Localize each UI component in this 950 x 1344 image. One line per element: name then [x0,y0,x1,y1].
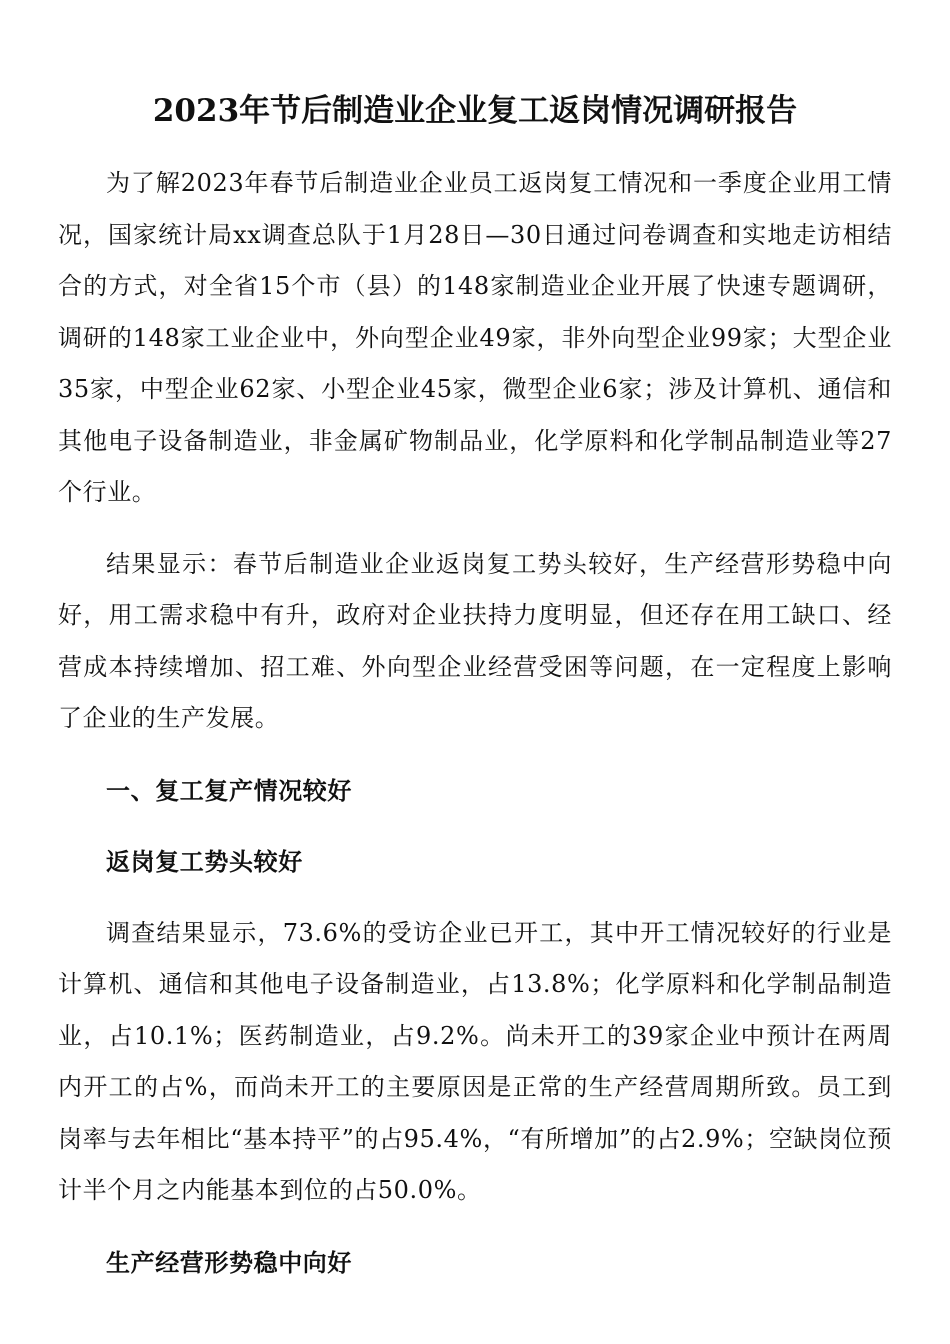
subsection-heading-1: 返岗复工势头较好 [106,847,303,876]
subsection-heading-2: 生产经营形势稳中向好 [106,1247,352,1277]
intro-paragraph: 为了解2023年春节后制造业企业员工返岗复工情况和一季度企业用工情况，国家统计局xx调查总队于1月28日—30日通过问卷调查和实地走访相结合的方式，对全省15个市（县）的148家制造业企业开展了快速专题调研，调研的148家工业企业中，外向型企业49家，非外向型企业99家；大型企业35家，中型企业62家、小型企业45家，微型企业6家；涉及计算机、通信和其他电子设备制造业，非金属矿物制品业，化学原料和化学制品制造业等27个行业。 [58,169,892,506]
document-title: 2023年节后制造业企业复工返岗情况调研报告 [152,93,798,129]
subsection-paragraph-1: 调查结果显示，73.6%的受访企业已开工，其中开工情况较好的行业是计算机、通信和其他电子设备制造业，占13.8%；化学原料和化学制品制造业，占10.1%；医药制造业，占9.2%。尚未开工的39家企业中预计在两周内开工的占%，而尚未开工的主要原因是正常的生产经营周期所致。员工到岗率与去年相比“基本持平”的占95.4%，“有所增加”的占2.9%；空缺岗位预计半个月之内能基本到位的占50.0%。 [58,918,892,1204]
document-page [58,86,892,1308]
section-heading-1: 一、复工复产情况较好 [106,775,352,805]
result-paragraph: 结果显示：春节后制造业企业返岗复工势头较好，生产经营形势稳中向好，用工需求稳中有升，政府对企业扶持力度明显，但还存在用工缺口、经营成本持续增加、招工难、外向型企业经营受困等问题，在一定程度上影响了企业的生产发展。 [58,549,892,732]
